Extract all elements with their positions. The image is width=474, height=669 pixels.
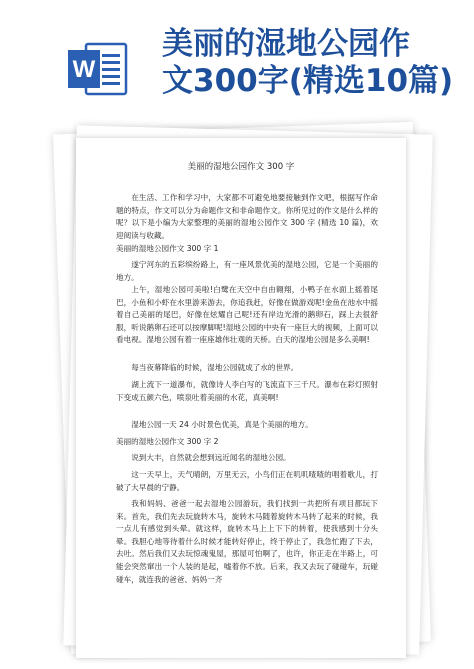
- paragraph: 湖上流下一道瀑布，就像诗人李白写的飞流直下三千尺。瀑布在彩灯照射下变成五颜六色，喷泉吐着美丽的水花，真美啊!: [116, 380, 378, 402]
- word-document-icon: [66, 40, 128, 98]
- paragraph: 湿地公园一天 24 小时景色优美，真是个美丽的地方。: [131, 420, 313, 429]
- section-heading-1: 美丽的湿地公园作文 300 字 1: [116, 244, 219, 253]
- banner-header: [0, 0, 474, 110]
- word-icon-letter: W: [72, 56, 96, 83]
- paragraph: 说到大丰，自然就会想到远近闻名的湿地公园。: [131, 453, 291, 462]
- document-page: [76, 138, 406, 658]
- banner-title-line2: 文300字(精选10篇): [162, 63, 454, 99]
- paragraph: 这一天早上，天气晴朗，万里无云，小鸟们正在叽叽喳喳的唱着歌儿，打破了大早晨的宁静。: [116, 470, 378, 492]
- banner-title-line1: 美丽的湿地公园作: [162, 26, 410, 62]
- paragraph: 遂宁河东的五彩缤纷路上，有一座风景优美的湿地公园，它是一个美丽的地方。: [116, 260, 378, 282]
- paragraph: 每当夜幕降临的时候，湿地公园就成了水的世界。: [131, 363, 299, 372]
- document-title: 美丽的湿地公园作文 300 字: [187, 162, 295, 172]
- paragraph: 我和妈妈、爸爸一起去湿地公园游玩，我们找到一共把所有项目都玩下来。首先，我们先去玩旋转木马，旋转木马随着旋转木马转了起来的时候，我一点儿有感觉到头晕。就这样，旋转木马上上下下的转着，使我感到十分头晕。我胆心地等待着什么时候才能转好停止，终于停止了，我急忙跑了下去，去吐。然后我们又去玩惊魂鬼屋，那屋可怕啊了，也许，你正走在半路上，可能会突然窜出一个人装的是起，嘘着你不放。后来，我又去玩了碰碰车，玩碰碰车，就连我的爸爸、妈妈一齐: [116, 499, 378, 584]
- paragraph: 上午，湿地公园可美啦!白鹭在天空中自由翱翔，小鸭子在水面上摇着尾巴，小鱼和小虾在水里游来游去，你追我赶，好像在做游戏呢!金鱼在池水中摇着自己美丽的尾巴，好像在炫耀自己呢!还有岸边光滑的鹅卵石，踩上去很舒服，听说鹅卵石还可以按摩脚呢!湿地公园的中央有一座巨大的视频，上面可以看电视。湿地公园有着一座座雄伟壮观的天桥。白天的湿地公园是多么美啊!: [116, 285, 378, 345]
- banner-title: [162, 26, 462, 100]
- section-heading-2: 美丽的湿地公园作文 300 字 2: [116, 437, 219, 446]
- paragraph-intro: 在生活、工作和学习中，大家都不可避免地要接触到作文吧，根据写作命题的特点，作文可以分为命题作文和非命题作文。你所见过的作文是什么样的呢？以下是小编为大家整理的美丽的湿地公园作文 300 字 (精选 10 篇)，欢迎阅读与收藏。: [116, 193, 378, 240]
